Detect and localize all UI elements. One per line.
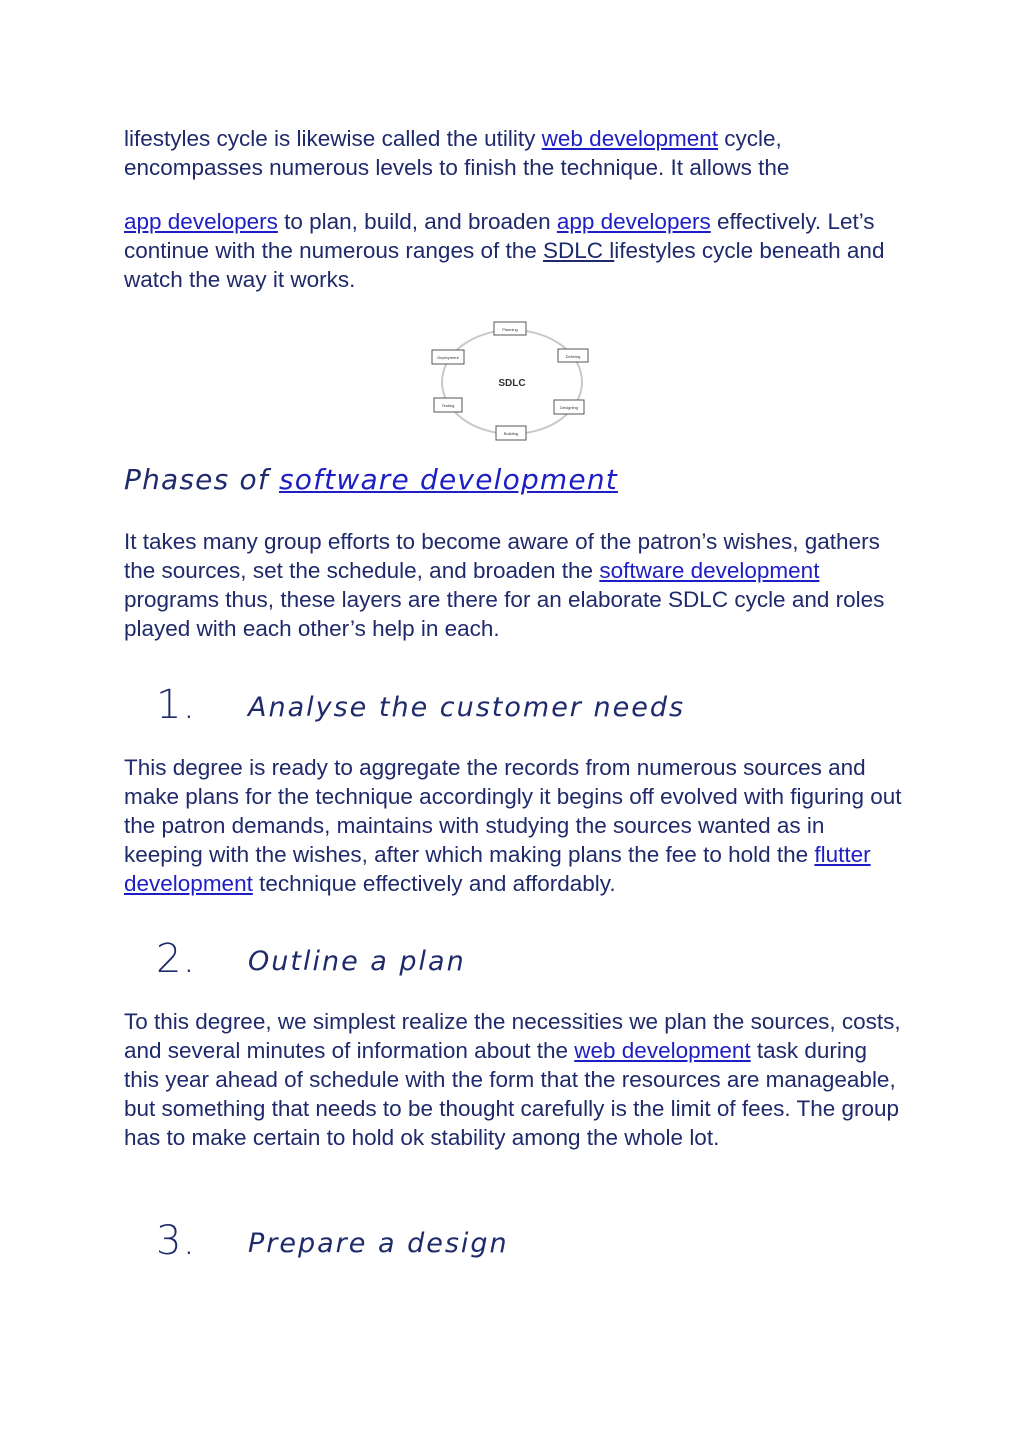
intro-paragraph-1 (124, 124, 904, 182)
intro-text: lifestyles cycle is likewise called the utility (124, 126, 542, 151)
diagram-node-label: Building (503, 431, 519, 436)
section-title: Prepare a design (248, 1228, 509, 1259)
sdlc-cycle-diagram (428, 316, 598, 446)
intro-paragraph-2 (124, 207, 904, 294)
flutter-development-link[interactable]: flutter development (124, 842, 871, 896)
software-development-link[interactable]: software development (599, 558, 820, 583)
diagram-node-planning (494, 322, 526, 335)
intro-text: ifestyles cycle beneath and watch the way it works. (124, 238, 885, 292)
section-text: To this degree, we simplest realize the necessities we plan the sources, costs, and several minutes of information about the (124, 1009, 901, 1063)
diagram-node-building (496, 426, 526, 440)
intro-text: cycle, encompasses numerous levels to finish the technique. It allows the (124, 126, 790, 180)
section-1-paragraph (124, 753, 904, 898)
diagram-node-defining (558, 349, 588, 362)
diagram-node-label: Deployment (437, 355, 459, 360)
web-development-link[interactable]: web development (541, 126, 719, 151)
app-developers-link[interactable]: app developers (556, 209, 711, 234)
diagram-node-label: Testing (441, 403, 455, 408)
app-developers-link[interactable]: app developers (124, 209, 278, 234)
section-title: Outline a plan (248, 946, 466, 977)
section-number: 2. (156, 936, 197, 982)
diagram-center-label: SDLC (498, 378, 526, 389)
phases-heading-text: Phases of (124, 463, 279, 496)
web-development-link[interactable]: web development (574, 1038, 751, 1063)
section-number: 1. (156, 682, 197, 728)
sdlc-link[interactable]: SDLC l (543, 238, 615, 263)
section-2-paragraph (124, 1007, 904, 1152)
sdlc-cycle-svg (428, 316, 598, 446)
section-title: Analyse the customer needs (248, 692, 686, 723)
diagram-node-designing (554, 400, 584, 414)
software-development-heading-link[interactable]: software development (278, 463, 618, 496)
diagram-node-label: Designing (560, 405, 578, 410)
intro-text: effectively. Let’s continue with the numerous ranges of the (124, 209, 875, 263)
diagram-node-deployment (432, 350, 464, 364)
phases-text: programs thus, these layers are there for an elaborate SDLC cycle and roles played with each other’s help in each. (124, 587, 885, 641)
phases-paragraph (124, 527, 904, 643)
diagram-node-label: Defining (565, 354, 581, 359)
section-number: 3. (156, 1218, 197, 1264)
phases-heading (124, 463, 618, 496)
phases-text: It takes many group efforts to become aware of the patron’s wishes, gathers the sources, set the schedule, and broaden the (124, 529, 880, 583)
intro-text: to plan, build, and broaden (277, 209, 557, 234)
diagram-node-label: Planning (502, 327, 518, 332)
section-text: task during this year ahead of schedule with the form that the resources are manageable, but something that needs to be thought carefully is the limit of fees. The group has to make certain to hold ok stability among the whole lot. (124, 1038, 900, 1150)
section-text: technique effectively and affordably. (252, 871, 616, 896)
diagram-node-testing (434, 398, 462, 412)
section-text: This degree is ready to aggregate the records from numerous sources and make plans for the technique accordingly it begins off evolved with figuring out the patron demands, maintains with studying the sources wanted as in keeping with the wishes, after which making plans the fee to hold the (124, 755, 902, 867)
